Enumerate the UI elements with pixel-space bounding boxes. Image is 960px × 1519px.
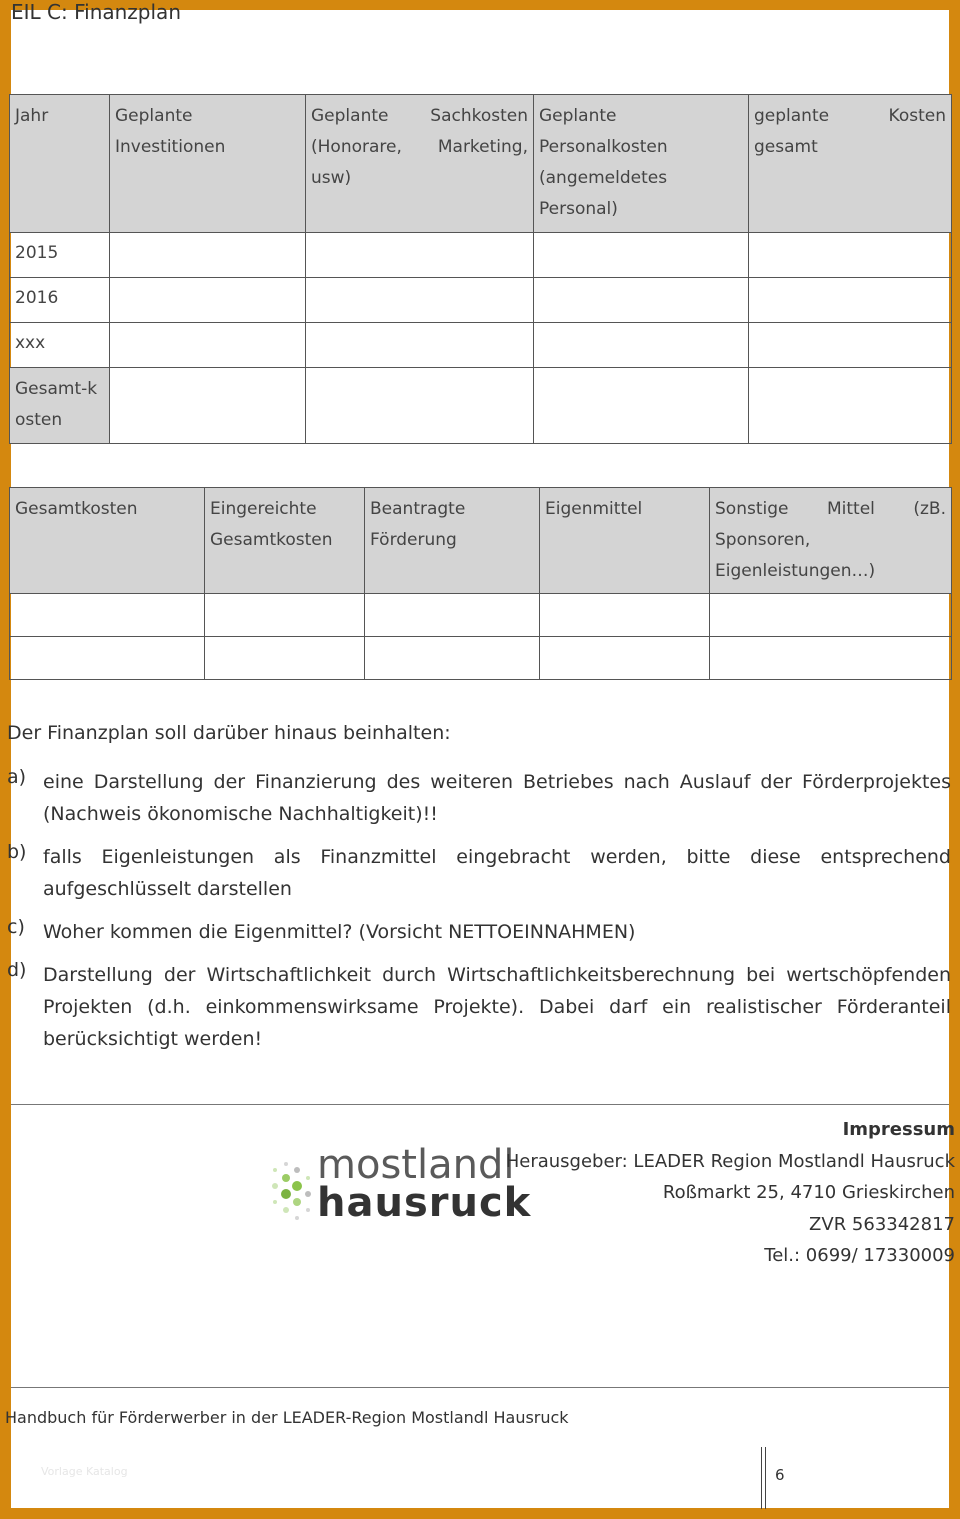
list-marker: c) — [7, 916, 25, 938]
table-cell[interactable] — [10, 594, 205, 637]
table-cell[interactable] — [749, 323, 952, 368]
requirements-intro: Der Finanzplan soll darüber hinaus beinhalten: — [7, 722, 451, 744]
table-cell[interactable] — [749, 233, 952, 278]
list-item-text: eine Darstellung der Finanzierung des weiteren Betriebes nach Auslauf der Förderprojektes (Nachweis ökonomische Nachhaltigkeit)!! — [43, 771, 951, 825]
table-row — [10, 323, 952, 368]
table-cell[interactable] — [534, 233, 749, 278]
table-cell[interactable] — [540, 637, 710, 680]
col-header-sonstige-mittel: Sonstige Mittel (zB. Sponsoren, Eigenleistungen…) — [710, 488, 952, 594]
row-label-year: 2016 — [10, 278, 110, 323]
col-header-sachkosten: Geplante Sachkosten (Honorare, Marketing, usw) — [306, 95, 534, 233]
table-cell[interactable] — [365, 594, 540, 637]
list-marker: a) — [7, 766, 27, 788]
impressum-publisher: Herausgeber: LEADER Region Mostlandl Hausruck — [505, 1150, 955, 1172]
impressum-phone: Tel.: 0699/ 17330009 — [764, 1245, 955, 1266]
table-cell[interactable] — [710, 594, 952, 637]
table-cell[interactable] — [306, 368, 534, 444]
divider — [11, 1104, 949, 1105]
table-row-total — [10, 368, 952, 444]
table-cell[interactable] — [110, 233, 306, 278]
table-row — [10, 278, 952, 323]
logo-word-hausruck: hausruck — [317, 1180, 532, 1226]
table-cell[interactable] — [205, 637, 365, 680]
row-label-year: 2015 — [10, 233, 110, 278]
footer-handbook-title: Handbuch für Förderwerber in der LEADER-Region Mostlandl Hausruck — [5, 1408, 569, 1427]
footer-vertical-rule — [765, 1447, 766, 1509]
impressum-address: Roßmarkt 25, 4710 Grieskirchen — [662, 1182, 955, 1203]
list-item-text: falls Eigenleistungen als Finanzmittel eingebracht werden, bitte diese entsprechend aufgeschlüsselt darstellen — [43, 846, 951, 900]
row-label-total: Gesamt-kosten — [10, 368, 110, 444]
logo-word-mostlandl: mostlandl — [317, 1142, 515, 1188]
section-heading: EIL C: Finanzplan — [11, 0, 181, 24]
list-item — [7, 959, 951, 1055]
table-cell[interactable] — [534, 278, 749, 323]
col-header-kosten-gesamt: geplante Kosten gesamt — [749, 95, 952, 233]
col-header-eingereichte: Eingereichte Gesamtkosten — [205, 488, 365, 594]
table-header-row — [10, 95, 952, 233]
dots-logo-icon — [269, 1156, 313, 1222]
table-cell[interactable] — [306, 233, 534, 278]
table-cell[interactable] — [749, 278, 952, 323]
row-label-year: xxx — [10, 323, 110, 368]
impressum-block — [506, 1114, 955, 1272]
table-cell[interactable] — [205, 594, 365, 637]
col-header-foerderung: Beantragte Förderung — [365, 488, 540, 594]
col-header-gesamtkosten: Gesamtkosten — [10, 488, 205, 594]
table-cell[interactable] — [534, 368, 749, 444]
table-cell[interactable] — [110, 368, 306, 444]
col-header-personalkosten: Geplante Personalkosten (angemeldetes Personal) — [534, 95, 749, 233]
table-header-row — [10, 488, 952, 594]
table-row — [10, 233, 952, 278]
impressum-title: Impressum — [842, 1119, 955, 1140]
impressum-zvr: ZVR 563342817 — [809, 1213, 955, 1235]
table-row — [10, 594, 952, 637]
table-cell[interactable] — [306, 323, 534, 368]
list-item-text: Darstellung der Wirtschaftlichkeit durch Wirtschaftlichkeitsberechnung bei wertschöpfenden Projekten (d.h. einkommenswirksame Projekte). Dabei darf ein realistischer Förderanteil berücksichtigt werden! — [43, 964, 951, 1050]
watermark: Vorlage Katalog — [41, 1465, 128, 1478]
footer-divider — [11, 1387, 949, 1388]
table-cell[interactable] — [306, 278, 534, 323]
list-marker: d) — [7, 959, 27, 981]
col-header-eigenmittel: Eigenmittel — [540, 488, 710, 594]
table-cell[interactable] — [534, 323, 749, 368]
table-cell[interactable] — [110, 278, 306, 323]
table-cell[interactable] — [749, 368, 952, 444]
list-item — [7, 916, 951, 948]
list-marker: b) — [7, 841, 27, 863]
page-number: 6 — [775, 1466, 785, 1484]
funding-table — [9, 487, 952, 680]
table-row — [10, 637, 952, 680]
footer-vertical-rule — [761, 1447, 762, 1509]
planned-costs-table — [9, 94, 952, 444]
list-item — [7, 766, 951, 830]
col-header-investitionen: Geplante Investitionen — [110, 95, 306, 233]
document-page — [5, 0, 955, 1508]
table-cell[interactable] — [540, 594, 710, 637]
list-item-text: Woher kommen die Eigenmittel? (Vorsicht NETTOEINNAHMEN) — [43, 921, 636, 943]
col-header-jahr: Jahr — [10, 95, 110, 233]
table-cell[interactable] — [710, 637, 952, 680]
table-cell[interactable] — [110, 323, 306, 368]
table-cell[interactable] — [365, 637, 540, 680]
list-item — [7, 841, 951, 905]
table-cell[interactable] — [10, 637, 205, 680]
mostlandl-hausruck-logo — [269, 1142, 532, 1230]
